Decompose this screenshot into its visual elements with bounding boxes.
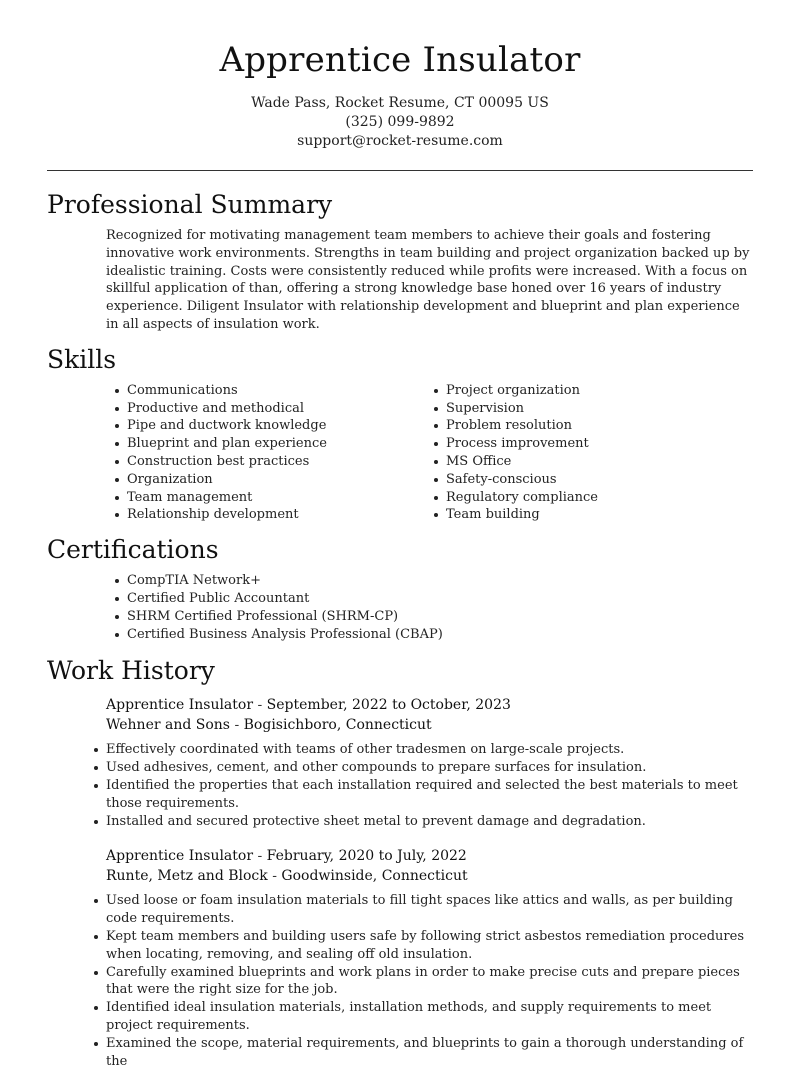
skill-item: Problem resolution [425, 417, 744, 435]
contact-phone: (325) 099-9892 [345, 114, 455, 130]
contact-email: support@rocket-resume.com [297, 133, 503, 149]
skill-item: Regulatory compliance [425, 489, 744, 507]
resume-header [0, 0, 800, 151]
skills-right-list [425, 382, 744, 524]
job-company-line: Wehner and Sons - Bogisichboro, Connecticut [106, 717, 432, 734]
certification-item: Certified Public Accountant [106, 590, 800, 608]
skill-item: Process improvement [425, 435, 744, 453]
job-bullet: Used loose or foam insulation materials to fill tight spaces like attics and walls, as per building code requirements. [85, 892, 752, 928]
skill-item: Productive and methodical [106, 400, 425, 418]
job-title-line: Apprentice Insulator - February, 2020 to July, 2022 [106, 848, 467, 865]
certifications-title: Certifications [47, 535, 219, 565]
job-bullet: Identified ideal insulation materials, installation methods, and supply requirements to meet project requirements. [85, 999, 752, 1035]
job-bullet: Installed and secured protective sheet metal to prevent damage and degradation. [85, 813, 752, 831]
skill-item: Team management [106, 489, 425, 507]
job-title-line: Apprentice Insulator - September, 2022 to October, 2023 [106, 697, 511, 714]
skill-item: Pipe and ductwork knowledge [106, 417, 425, 435]
certification-item: CompTIA Network+ [106, 572, 800, 590]
skill-item: Supervision [425, 400, 744, 418]
header-divider [47, 170, 753, 171]
skills-left-list [106, 382, 425, 524]
job-title: Apprentice Insulator [106, 697, 254, 714]
work-history-title: Work History [47, 656, 215, 686]
summary-title: Professional Summary [47, 190, 333, 219]
job-dates: February, 2020 to July, 2022 [266, 848, 467, 865]
skill-item: Construction best practices [106, 453, 425, 471]
skill-item: Project organization [425, 382, 744, 400]
job-title: Apprentice Insulator [106, 848, 254, 865]
certification-item: SHRM Certified Professional (SHRM-CP) [106, 608, 800, 626]
summary-text: Recognized for motivating management team members to achieve their goals and fostering innovative work environments. Strengths in team building and project organization backed up by idealistic training. Costs were consistently reduced while profits were increased. With a focus on skillful application of than, offering a strong knowledge base honed over 16 years of industry experience. Diligent Insulator with relationship development and blueprint and plan experience in all aspects of insulation work. [106, 228, 750, 332]
job-bullets [85, 741, 752, 830]
job-location: Goodwinside, Connecticut [281, 868, 468, 885]
job-bullet: Kept team members and building users safe by following strict asbestos remediation procedures when locating, removing, and sealing off old insulation. [85, 928, 752, 964]
job-bullet: Examined the scope, material requirements, and blueprints to gain a thorough understanding of the [85, 1035, 752, 1070]
job-bullets [85, 892, 752, 1070]
skills-columns [106, 382, 800, 524]
skill-item: Safety-conscious [425, 471, 744, 489]
job-company: Runte, Metz and Block [106, 868, 268, 885]
certification-item: Certified Business Analysis Professional (CBAP) [106, 626, 800, 644]
skill-item: Relationship development [106, 506, 425, 524]
skill-item: Communications [106, 382, 425, 400]
job-company-line: Runte, Metz and Block - Goodwinside, Connecticut [106, 868, 468, 885]
skill-item: Organization [106, 471, 425, 489]
job-company: Wehner and Sons [106, 717, 230, 734]
job-location: Bogisichboro, Connecticut [243, 717, 432, 734]
certifications-section [0, 534, 800, 643]
summary-section [0, 189, 800, 334]
skill-item: Team building [425, 506, 744, 524]
job-entry [106, 846, 752, 1070]
job-entry [106, 695, 752, 830]
skill-item: Blueprint and plan experience [106, 435, 425, 453]
candidate-name: Apprentice Insulator [219, 40, 581, 80]
job-bullet: Used adhesives, cement, and other compounds to prepare surfaces for insulation. [85, 759, 752, 777]
job-bullet: Carefully examined blueprints and work plans in order to make precise cuts and prepare pieces that were the right size for the job. [85, 964, 752, 1000]
skills-title: Skills [47, 344, 117, 374]
work-history-section [0, 655, 800, 1070]
skill-item: MS Office [425, 453, 744, 471]
job-bullet: Effectively coordinated with teams of other tradesmen on large-scale projects. [85, 741, 752, 759]
job-bullet: Identified the properties that each installation required and selected the best materials to meet those requirements. [85, 777, 752, 813]
certifications-list [106, 572, 800, 643]
skills-section [0, 344, 800, 524]
contact-address: Wade Pass, Rocket Resume, CT 00095 US [251, 95, 549, 111]
job-dates: September, 2022 to October, 2023 [266, 697, 511, 714]
